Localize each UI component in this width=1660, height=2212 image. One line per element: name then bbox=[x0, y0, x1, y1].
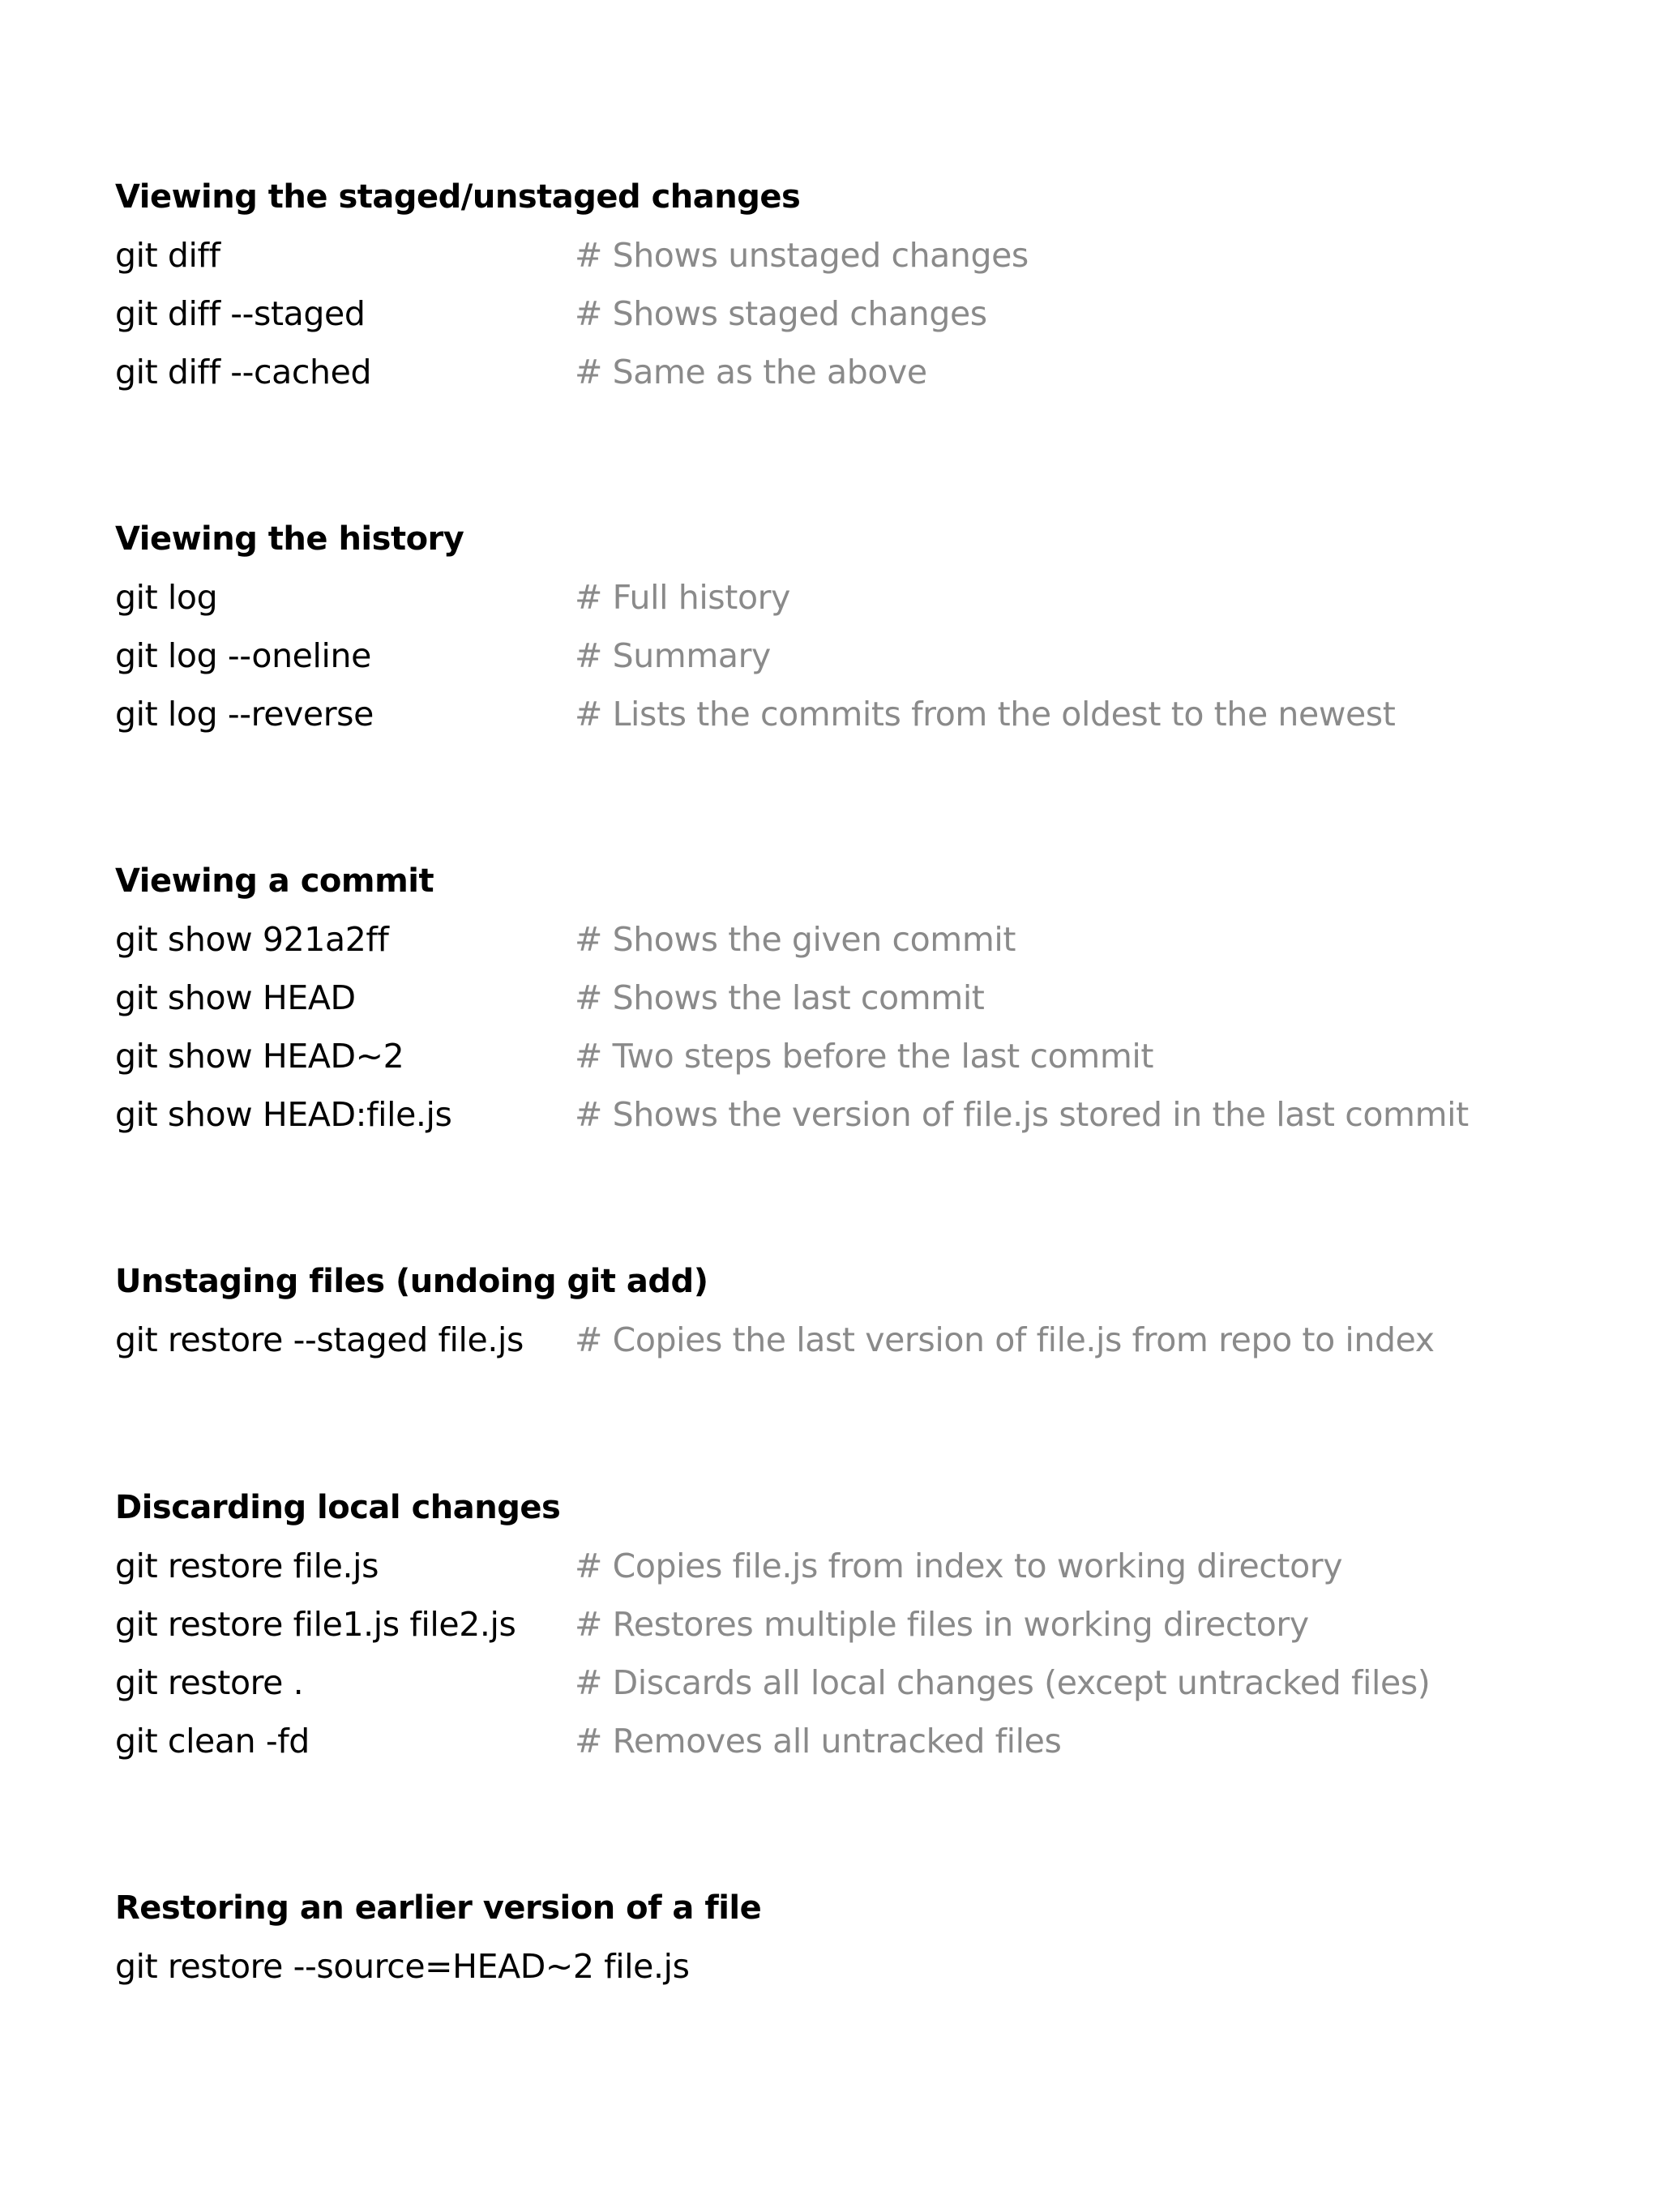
command-row bbox=[115, 293, 1574, 352]
section-heading: Discarding local changes bbox=[115, 1489, 561, 1526]
command-comment: # Shows staged changes bbox=[575, 294, 987, 333]
section-heading: Viewing the history bbox=[115, 520, 464, 558]
command-row bbox=[115, 1094, 1574, 1153]
command-row bbox=[115, 1946, 1574, 2004]
section-viewing-commit bbox=[115, 861, 1574, 1153]
command-text: git diff --cached bbox=[115, 353, 372, 391]
command-comment: # Shows the given commit bbox=[575, 920, 1016, 959]
command-comment: # Shows the last commit bbox=[575, 978, 985, 1017]
section-heading: Unstaging files (undoing git add) bbox=[115, 1263, 708, 1300]
command-comment: # Full history bbox=[575, 578, 790, 617]
command-row bbox=[115, 352, 1574, 410]
command-row bbox=[115, 577, 1574, 635]
command-row bbox=[115, 1320, 1574, 1378]
command-comment: # Summary bbox=[575, 636, 771, 675]
command-text: git log --oneline bbox=[115, 636, 371, 675]
command-text: git restore file1.js file2.js bbox=[115, 1605, 516, 1644]
command-text: git clean -fd bbox=[115, 1722, 310, 1761]
command-comment: # Copies the last version of file.js from repo to index bbox=[575, 1320, 1435, 1359]
command-text: git restore --source=HEAD~2 file.js bbox=[115, 1947, 690, 1986]
command-row bbox=[115, 1662, 1574, 1721]
section-discarding-local-changes bbox=[115, 1487, 1574, 1779]
command-row bbox=[115, 1036, 1574, 1094]
command-text: git diff bbox=[115, 236, 220, 275]
command-row bbox=[115, 1721, 1574, 1779]
command-row bbox=[115, 694, 1574, 752]
command-row bbox=[115, 919, 1574, 978]
command-comment: # Same as the above bbox=[575, 353, 927, 391]
command-row bbox=[115, 1546, 1574, 1604]
command-text: git restore file.js bbox=[115, 1547, 379, 1585]
section-heading: Restoring an earlier version of a file bbox=[115, 1889, 762, 1927]
command-text: git show HEAD~2 bbox=[115, 1037, 404, 1076]
command-comment: # Shows the version of file.js stored in the last commit bbox=[575, 1095, 1469, 1134]
command-text: git show HEAD bbox=[115, 978, 356, 1017]
command-text: git restore . bbox=[115, 1663, 304, 1702]
section-viewing-history bbox=[115, 519, 1574, 752]
command-text: git restore --staged file.js bbox=[115, 1320, 524, 1359]
command-comment: # Shows unstaged changes bbox=[575, 236, 1029, 275]
command-text: git log bbox=[115, 578, 218, 617]
command-row bbox=[115, 235, 1574, 293]
command-text: git show 921a2ff bbox=[115, 920, 389, 959]
section-staged-unstaged-changes bbox=[115, 177, 1574, 410]
command-comment: # Copies file.js from index to working directory bbox=[575, 1547, 1343, 1585]
command-row bbox=[115, 635, 1574, 694]
command-comment: # Discards all local changes (except untracked files) bbox=[575, 1663, 1431, 1702]
command-comment: # Two steps before the last commit bbox=[575, 1037, 1154, 1076]
section-heading: Viewing a commit bbox=[115, 862, 434, 900]
command-row bbox=[115, 978, 1574, 1036]
command-comment: # Removes all untracked files bbox=[575, 1722, 1062, 1761]
section-unstaging-files bbox=[115, 1261, 1574, 1378]
section-restoring-earlier-version bbox=[115, 1888, 1574, 2004]
command-text: git show HEAD:file.js bbox=[115, 1095, 452, 1134]
command-row bbox=[115, 1604, 1574, 1662]
command-text: git diff --staged bbox=[115, 294, 366, 333]
command-comment: # Restores multiple files in working directory bbox=[575, 1605, 1309, 1644]
command-comment: # Lists the commits from the oldest to the newest bbox=[575, 695, 1396, 734]
command-text: git log --reverse bbox=[115, 695, 374, 734]
section-heading: Viewing the staged/unstaged changes bbox=[115, 178, 801, 216]
